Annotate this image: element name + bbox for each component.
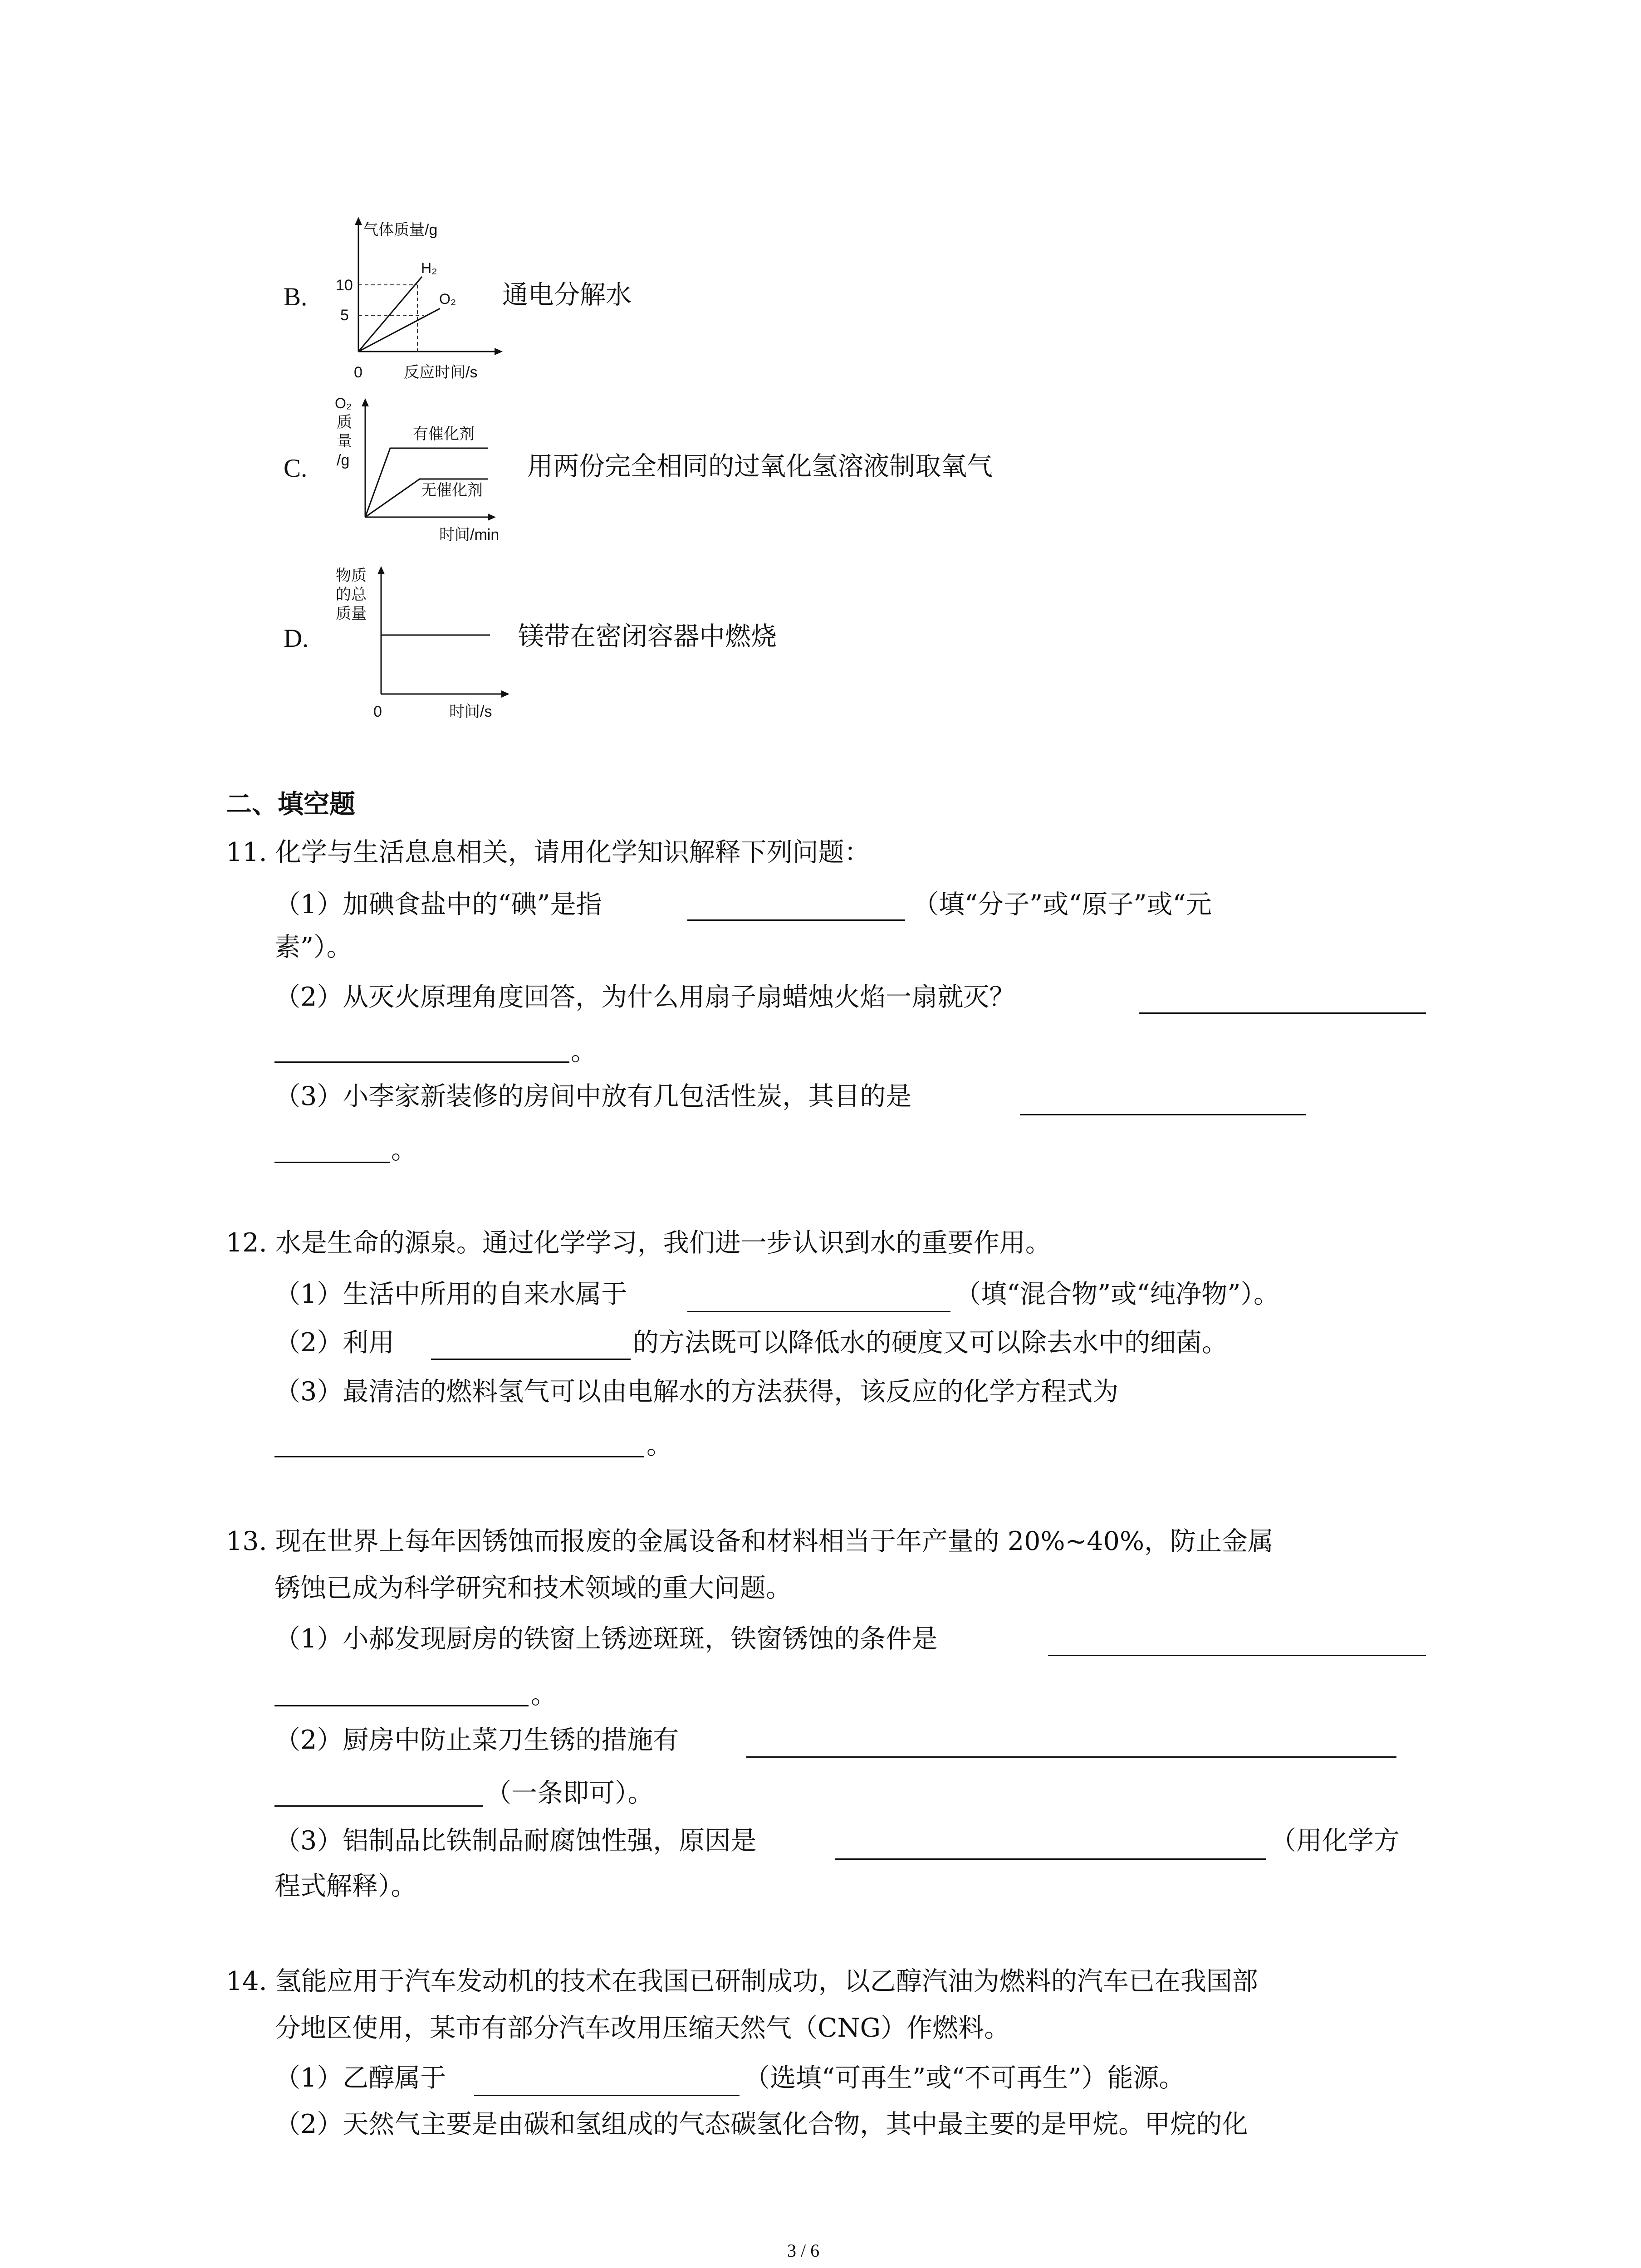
q13-part2-end: （一条即可）。 <box>485 1778 654 1808</box>
q13-part3-hint-cont: 程式解释）。 <box>274 1871 417 1901</box>
option-d-ylabel-3: 质量 <box>336 605 367 622</box>
q13-part1-end: 。 <box>531 1680 557 1710</box>
option-c-description: 用两份完全相同的过氧化氢溶液制取氧气 <box>527 451 993 481</box>
q11-part3-text: （3）小李家新装修的房间中放有几包活性炭，其目的是 <box>274 1081 912 1111</box>
option-b-line-h2 <box>358 277 422 352</box>
q11-part3-answer-blank-2[interactable] <box>274 1162 390 1163</box>
q12-part2-rest: 的方法既可以降低水的硬度又可以除去水中的细菌。 <box>633 1328 1228 1358</box>
q12-part2-answer-blank[interactable] <box>431 1359 631 1360</box>
option-b-label-h2: H₂ <box>421 260 437 276</box>
q14-part1-hint: （选填“可再生”或“不可再生”）能源。 <box>744 2063 1185 2093</box>
q11-part2-end: 。 <box>571 1036 597 1066</box>
option-b-description: 通电分解水 <box>502 280 632 310</box>
q13-part1-answer-blank-1[interactable] <box>1048 1655 1426 1656</box>
option-b-label-o2: O₂ <box>439 291 456 307</box>
option-c-ylabel-2: 质 <box>337 414 352 431</box>
page-number: 3 / 6 <box>787 2240 820 2261</box>
q13-part3-text: （3）铝制品比铁制品耐腐蚀性强，原因是 <box>274 1826 757 1856</box>
q13-part1-answer-blank-2[interactable] <box>274 1705 529 1706</box>
option-c-graph <box>327 390 522 553</box>
q11-part2-text: （2）从灭火原理角度回答，为什么用扇子扇蜡烛火焰一扇就灭？ <box>274 982 1015 1012</box>
q12-part1-text: （1）生活中所用的自来水属于 <box>274 1279 627 1309</box>
q14-part1-text: （1）乙醇属于 <box>274 2063 446 2093</box>
q14-part1-answer-blank[interactable] <box>474 2095 740 2096</box>
q13-part3-answer-blank[interactable] <box>835 1858 1266 1860</box>
q13-part3-hint: （用化学方 <box>1270 1826 1400 1856</box>
option-d-graph <box>327 558 522 730</box>
option-b-ylabel: 气体质量/g <box>363 221 438 239</box>
q11-part1-hint: （填“分子”或“原子”或“元 <box>913 890 1212 919</box>
option-b-ytick-10: 10 <box>336 277 353 294</box>
q13-stem-line1: 13. 现在世界上每年因锈蚀而报废的金属设备和材料相当于年产量的 20%~40%，防止金属 <box>226 1526 1274 1556</box>
q11-part1-text: （1）加碘食盐中的“碘”是指 <box>274 890 602 919</box>
q13-part1-text: （1）小郝发现厨房的铁窗上锈迹斑斑，铁窗锈蚀的条件是 <box>274 1624 938 1654</box>
q12-part2-text: （2）利用 <box>274 1328 395 1358</box>
q13-part2-text: （2）厨房中防止菜刀生锈的措施有 <box>274 1725 679 1755</box>
q11-part3-end: 。 <box>391 1135 417 1165</box>
option-d-xlabel: 时间/s <box>449 703 492 720</box>
q13-stem-line2: 锈蚀已成为科学研究和技术领域的重大问题。 <box>274 1573 792 1603</box>
q12-part1-hint: （填“混合物”或“纯净物”）。 <box>955 1279 1280 1309</box>
option-d-origin: 0 <box>373 703 382 720</box>
option-d-letter: D. <box>284 624 309 653</box>
q11-part1-hint-cont: 素”）。 <box>274 932 353 962</box>
option-b-xlabel: 反应时间/s <box>404 364 478 381</box>
q11-part2-answer-blank-2[interactable] <box>274 1061 569 1063</box>
option-b-graph <box>318 213 517 386</box>
q13-part2-answer-blank-2[interactable] <box>274 1805 483 1807</box>
q13-part2-answer-blank-1[interactable] <box>746 1756 1396 1758</box>
option-d-ylabel-1: 物质 <box>336 567 367 584</box>
option-c-label-catalyst: 有催化剂 <box>413 425 475 443</box>
option-c-letter: C. <box>284 454 308 483</box>
section-title: 二、填空题 <box>226 789 355 819</box>
option-c-label-no-catalyst: 无催化剂 <box>421 482 483 499</box>
q12-part3-answer-blank[interactable] <box>274 1456 644 1457</box>
option-d-ylabel-2: 的总 <box>336 586 367 603</box>
q12-part3-end: 。 <box>647 1430 672 1460</box>
q11-part1-answer-blank[interactable] <box>687 919 905 921</box>
q11-part3-answer-blank-1[interactable] <box>1020 1114 1306 1115</box>
q14-part2-text: （2）天然气主要是由碳和氢组成的气态碳氢化合物，其中最主要的是甲烷。甲烷的化 <box>274 2109 1248 2139</box>
option-d-axes <box>377 566 509 698</box>
q11-stem: 11. 化学与生活息息相关，请用化学知识解释下列问题： <box>226 837 870 867</box>
option-b-line-o2 <box>358 308 440 352</box>
option-c-ylabel-3: 量 <box>337 433 352 450</box>
q14-stem-line2: 分地区使用，某市有部分汽车改用压缩天然气（CNG）作燃料。 <box>274 2013 1010 2043</box>
option-b-origin: 0 <box>354 364 362 381</box>
option-c-ylabel-4: /g <box>337 452 350 469</box>
option-b-letter: B. <box>284 283 308 311</box>
q12-stem: 12. 水是生命的源泉。通过化学学习，我们进一步认识到水的重要作用。 <box>226 1228 1051 1258</box>
q11-part2-answer-blank-1[interactable] <box>1139 1012 1426 1014</box>
q12-part3-text: （3）最清洁的燃料氢气可以由电解水的方法获得，该反应的化学方程式为 <box>274 1377 1119 1407</box>
option-c-xlabel: 时间/min <box>439 526 500 543</box>
option-c-axes <box>362 398 496 521</box>
option-d-description: 镁带在密闭容器中燃烧 <box>518 621 777 651</box>
option-c-ylabel-1: O₂ <box>335 395 352 411</box>
q14-stem-line1: 14. 氢能应用于汽车发动机的技术在我国已研制成功，以乙醇汽油为燃料的汽车已在我国部 <box>226 1966 1258 1996</box>
option-b-ytick-5: 5 <box>340 307 349 324</box>
q12-part1-answer-blank[interactable] <box>687 1311 950 1312</box>
